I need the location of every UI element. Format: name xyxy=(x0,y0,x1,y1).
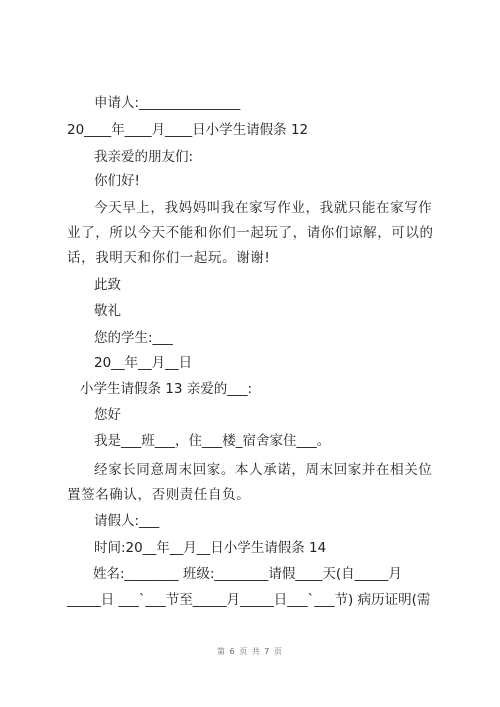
date-line: 20__年__月__日 xyxy=(94,355,193,371)
closing-jingli: 敬礼 xyxy=(94,303,121,319)
hello-line: 你们好! xyxy=(94,173,140,189)
period-line: _____日 ___ˋ___节至_____月_____日___ˋ___节) 病历证明(需 xyxy=(67,592,431,608)
date-title-line-12: 20____年____月____日小学生请假条 12 xyxy=(67,122,309,138)
body-paragraph-2: 经家长同意周末回家。本人承诺，周末回家并在相关位置签名确认，否则责任自负。 xyxy=(67,462,433,503)
applicant-line-2: 请假人:___ xyxy=(94,513,160,529)
hello-line-2: 您好 xyxy=(94,407,121,423)
closing-cizhi: 此致 xyxy=(94,277,121,293)
class-info-line: 我是___班___，住___楼_宿舍家住___。 xyxy=(94,433,331,449)
greeting-friends: 我亲爱的朋友们: xyxy=(94,149,194,165)
body-paragraph-1: 今天早上，我妈妈叫我在家写作业，我就只能在家写作业了，所以今天不能和你们一起玩了，请你们谅解，可以的话，我明天和你们一起玩。谢谢! xyxy=(67,200,434,266)
page-footer: 第 6 页 共 7 页 xyxy=(217,647,283,656)
time-title-line-14: 时间:20__年__月__日小学生请假条 14 xyxy=(94,540,327,556)
title-line-13: 小学生请假条 13 亲爱的___: xyxy=(80,381,253,397)
applicant-line: 申请人:_______________ xyxy=(94,95,241,111)
name-class-line: 姓名:________ 班级:________请假____天(自_____月 xyxy=(93,566,402,582)
student-signature: 您的学生:___ xyxy=(94,330,173,346)
